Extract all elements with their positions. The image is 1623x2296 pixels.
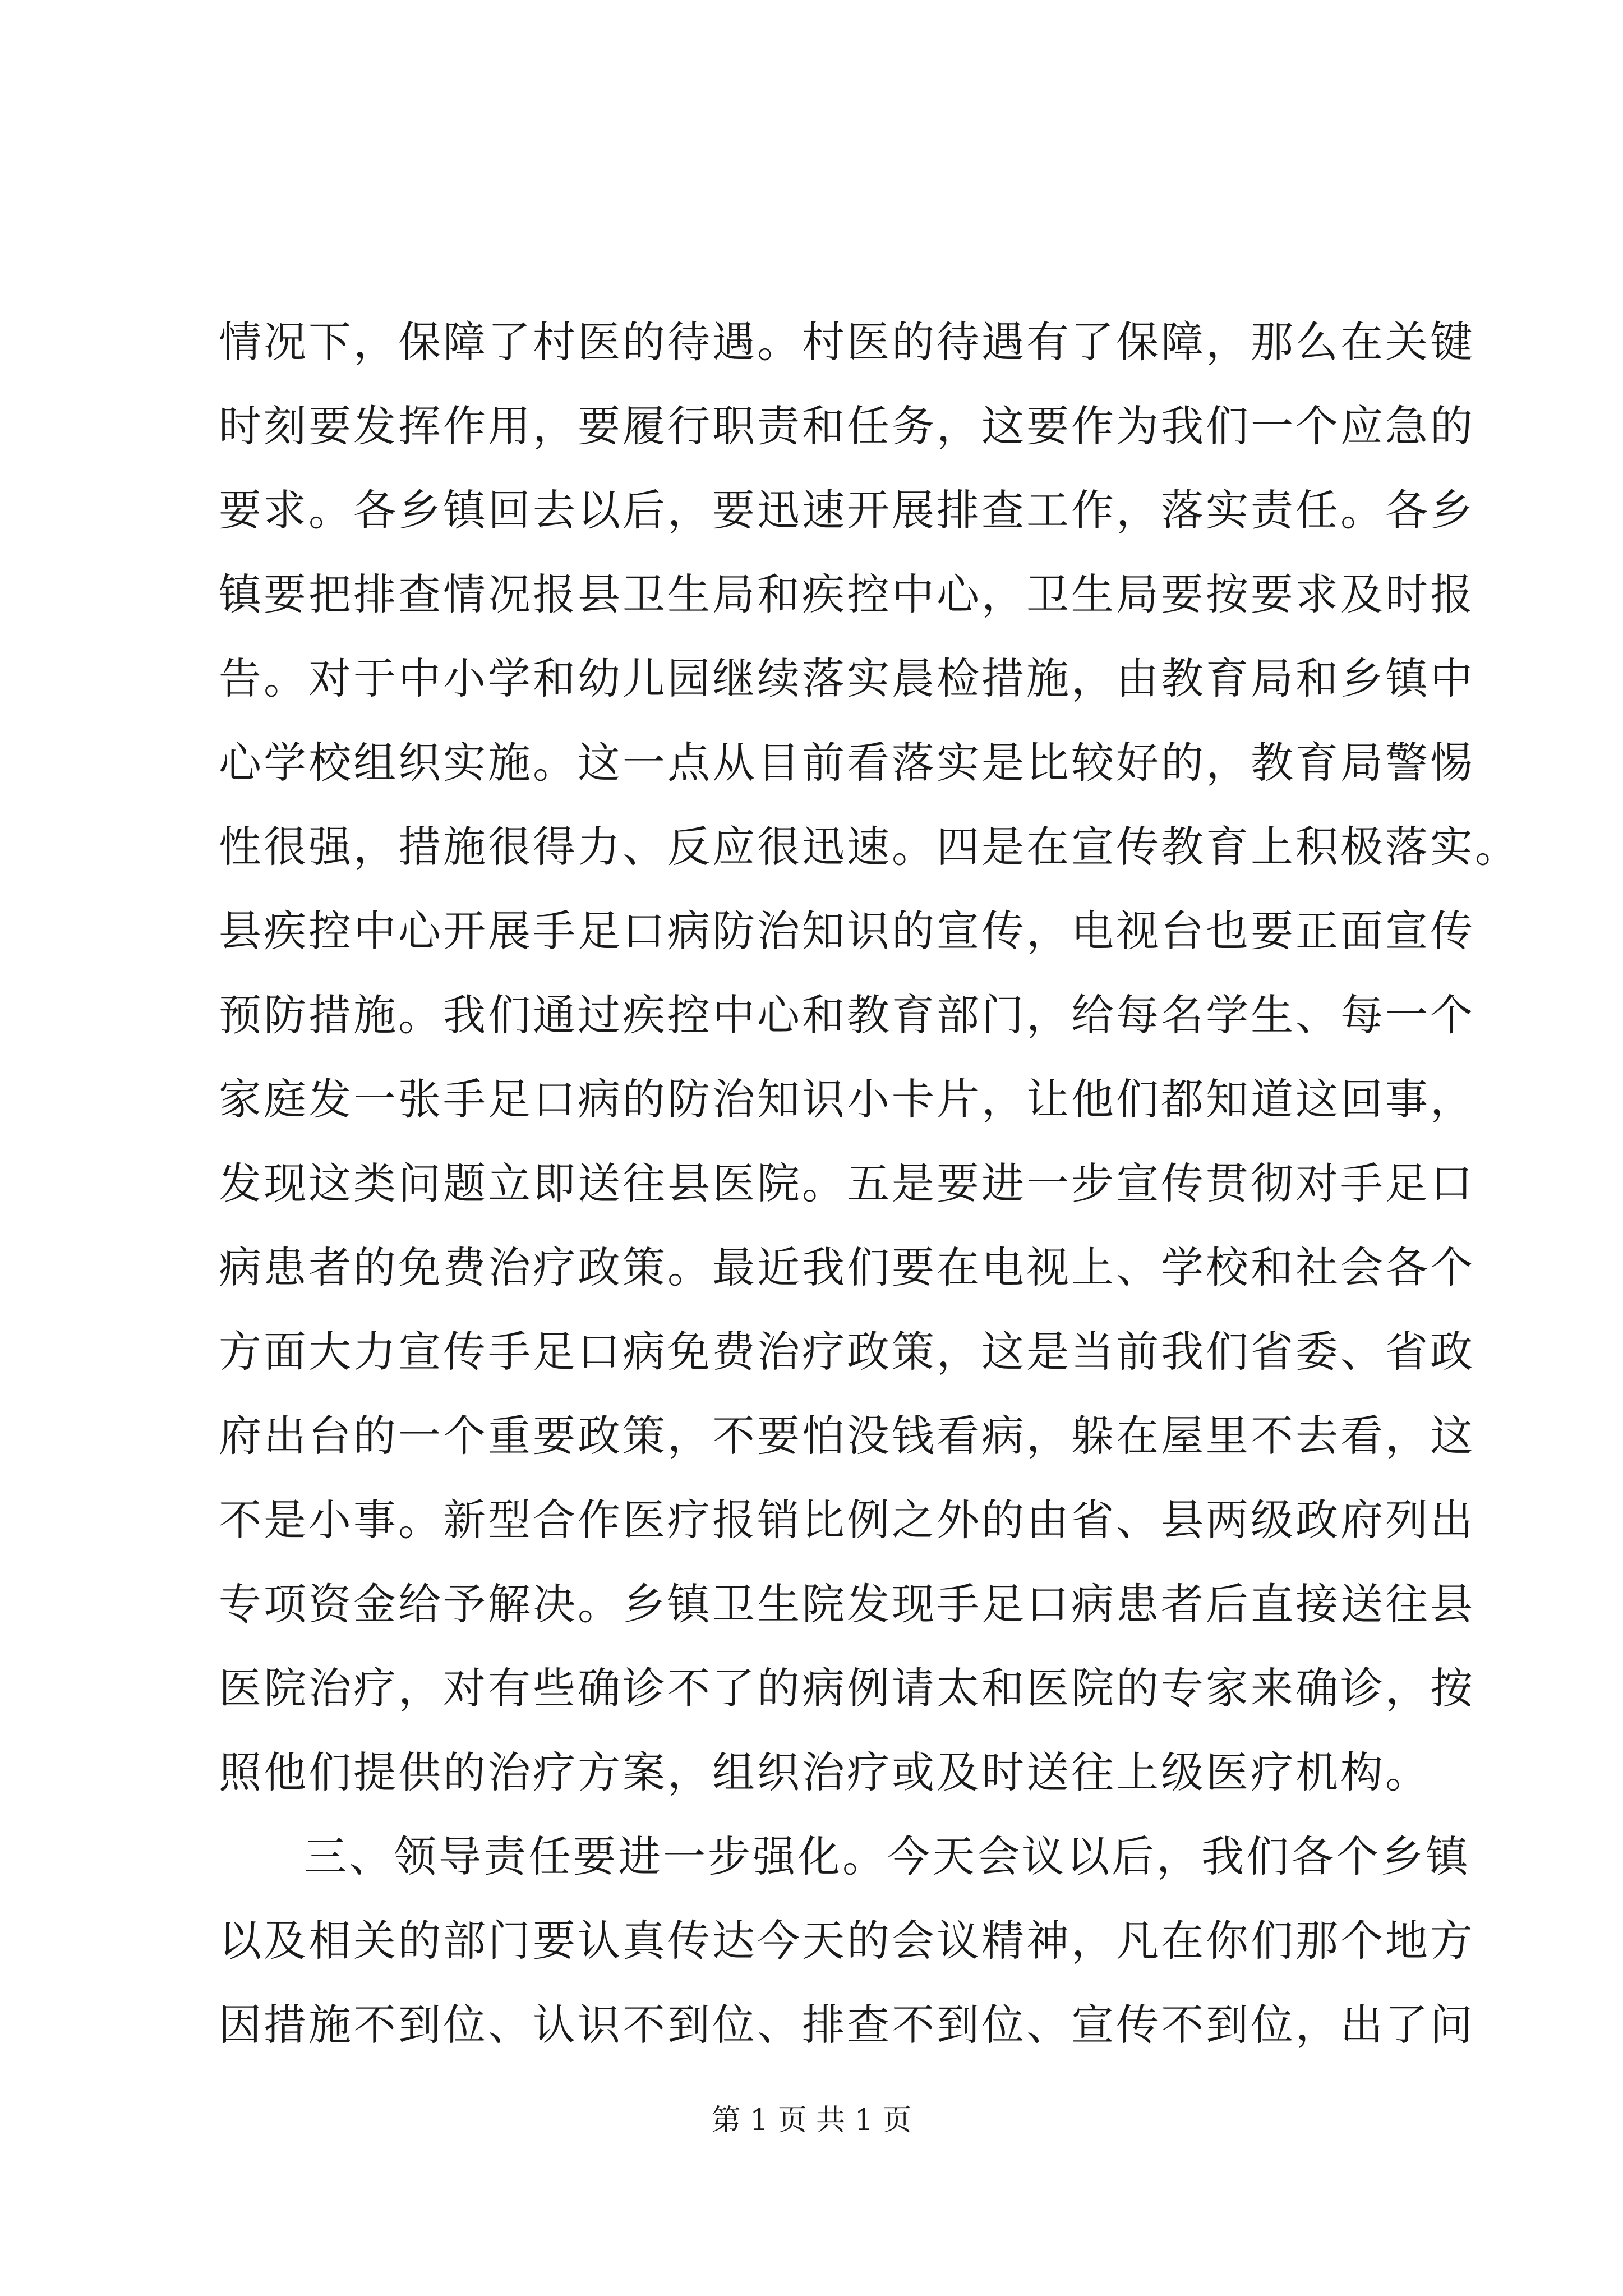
- text-line: 照他们提供的治疗方案，组织治疗或及时送往上级医疗机构。: [219, 1747, 1430, 1797]
- text-line: 镇要把排查情况报县卫生局和疾控中心，卫生局要按要求及时报: [219, 569, 1475, 619]
- text-line: 发现这类问题立即送往县医院。五是要进一步宣传贯彻对手足口: [219, 1158, 1475, 1208]
- text-line: 病患者的免费治疗政策。最近我们要在电视上、学校和社会各个: [219, 1243, 1475, 1292]
- text-line: 因措施不到位、认识不到位、排查不到位、宣传不到位，出了问: [219, 2000, 1475, 2050]
- text-line: 县疾控中心开展手足口病防治知识的宣传，电视台也要正面宣传: [219, 906, 1475, 956]
- text-line: 预防措施。我们通过疾控中心和教育部门，给每名学生、每一个: [219, 990, 1475, 1040]
- text-line: 情况下，保障了村医的待遇。村医的待遇有了保障，那么在关键: [219, 317, 1475, 367]
- text-line: 医院治疗，对有些确诊不了的病例请太和医院的专家来确诊，按: [219, 1663, 1475, 1713]
- text-line: 家庭发一张手足口病的防治知识小卡片，让他们都知道这回事，: [219, 1074, 1475, 1124]
- page-footer: [0, 2101, 1623, 2140]
- text-line: 性很强，措施很得力、反应很迅速。四是在宣传教育上积极落实。: [219, 822, 1520, 872]
- text-line: 告。对于中小学和幼儿园继续落实晨检措施，由教育局和乡镇中: [219, 654, 1475, 703]
- text-line: 府出台的一个重要政策，不要怕没钱看病，躲在屋里不去看，这: [219, 1411, 1475, 1461]
- page-number: 第 1 页 共 1 页: [711, 2104, 912, 2137]
- section-heading-line: 三、领导责任要进一步强化。今天会议以后，我们各个乡镇: [304, 1832, 1470, 1881]
- text-line: 时刻要发挥作用，要履行职责和任务，这要作为我们一个应急的: [219, 401, 1475, 451]
- text-line: 心学校组织实施。这一点从目前看落实是比较好的，教育局警惕: [219, 738, 1475, 788]
- text-line: 以及相关的部门要认真传达今天的会议精神，凡在你们那个地方: [219, 1916, 1475, 1966]
- text-line: 专项资金给予解决。乡镇卫生院发现手足口病患者后直接送往县: [219, 1579, 1475, 1629]
- text-line: 要求。各乡镇回去以后，要迅速开展排查工作，落实责任。各乡: [219, 485, 1475, 535]
- text-line: 不是小事。新型合作医疗报销比例之外的由省、县两级政府列出: [219, 1495, 1475, 1545]
- body-text: [219, 300, 1520, 2067]
- text-line: 方面大力宣传手足口病免费治疗政策，这是当前我们省委、省政: [219, 1327, 1475, 1377]
